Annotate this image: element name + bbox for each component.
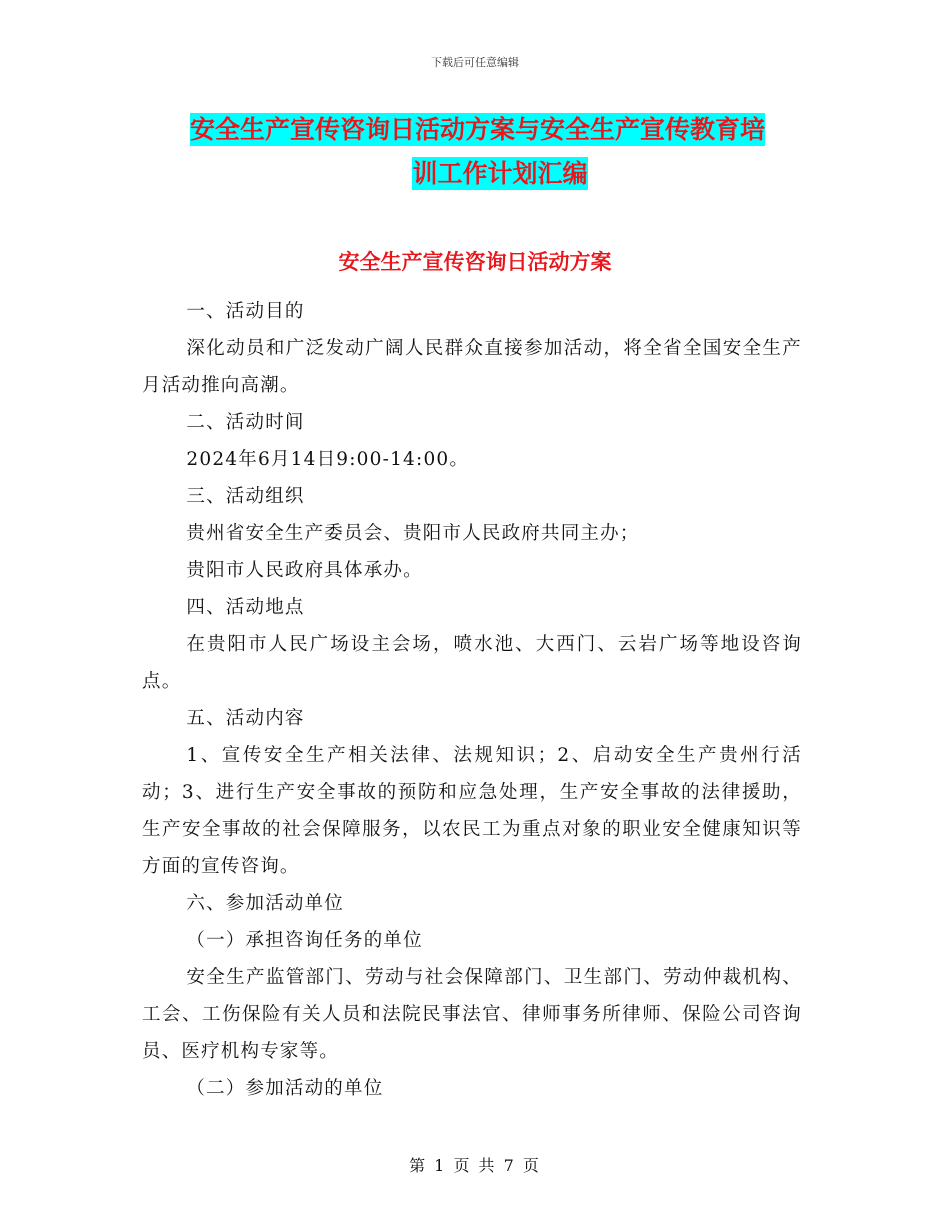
heading-organization: 三、活动组织: [186, 486, 305, 507]
paragraph: 2024年6月14日9:00-14:00。: [186, 449, 470, 470]
heading-location: 四、活动地点: [186, 597, 305, 618]
paragraph: 贵州省安全生产委员会、贵阳市人民政府共同主办；: [186, 523, 640, 544]
document-body: [142, 293, 802, 1107]
subheading: （二）参加活动的单位: [186, 1078, 384, 1099]
paragraph: 贵阳市人民政府具体承办。: [186, 560, 423, 581]
heading-time: 二、活动时间: [186, 412, 305, 433]
subheading: （一）承担咨询任务的单位: [186, 930, 423, 951]
paragraph: 安全生产监管部门、劳动与社会保障部门、卫生部门、劳动仲裁机构、工会、工伤保险有关人员和法院民事法官、律师事务所律师、保险公司咨询员、医疗机构专家等。: [142, 967, 802, 1062]
title-line-2: 训工作计划汇编: [412, 159, 588, 188]
document-title: [190, 108, 810, 196]
paragraph: 在贵阳市人民广场设主会场，喷水池、大西门、云岩广场等地设咨询点。: [142, 634, 802, 692]
paragraph: 深化动员和广泛发动广阔人民群众直接参加活动，将全省全国安全生产月活动推向高潮。: [142, 338, 802, 396]
heading-content: 五、活动内容: [186, 708, 305, 729]
section-title: 安全生产宣传咨询日活动方案: [338, 250, 612, 274]
paragraph: 1、宣传安全生产相关法律、法规知识；2、启动安全生产贵州行活动；3、进行生产安全事故的预防和应急处理，生产安全事故的法律援助，生产安全事故的社会保障服务，以农民工为重点对象的职业安全健康知识等方面的宣传咨询。: [142, 745, 802, 877]
page-number: 第 1 页 共 7 页: [409, 1156, 541, 1175]
header-note: 下载后可任意编辑: [431, 56, 519, 69]
heading-participants: 六、参加活动单位: [186, 893, 344, 914]
title-line-1: 安全生产宣传咨询日活动方案与安全生产宣传教育培: [190, 115, 766, 144]
heading-purpose: 一、活动目的: [186, 301, 305, 322]
